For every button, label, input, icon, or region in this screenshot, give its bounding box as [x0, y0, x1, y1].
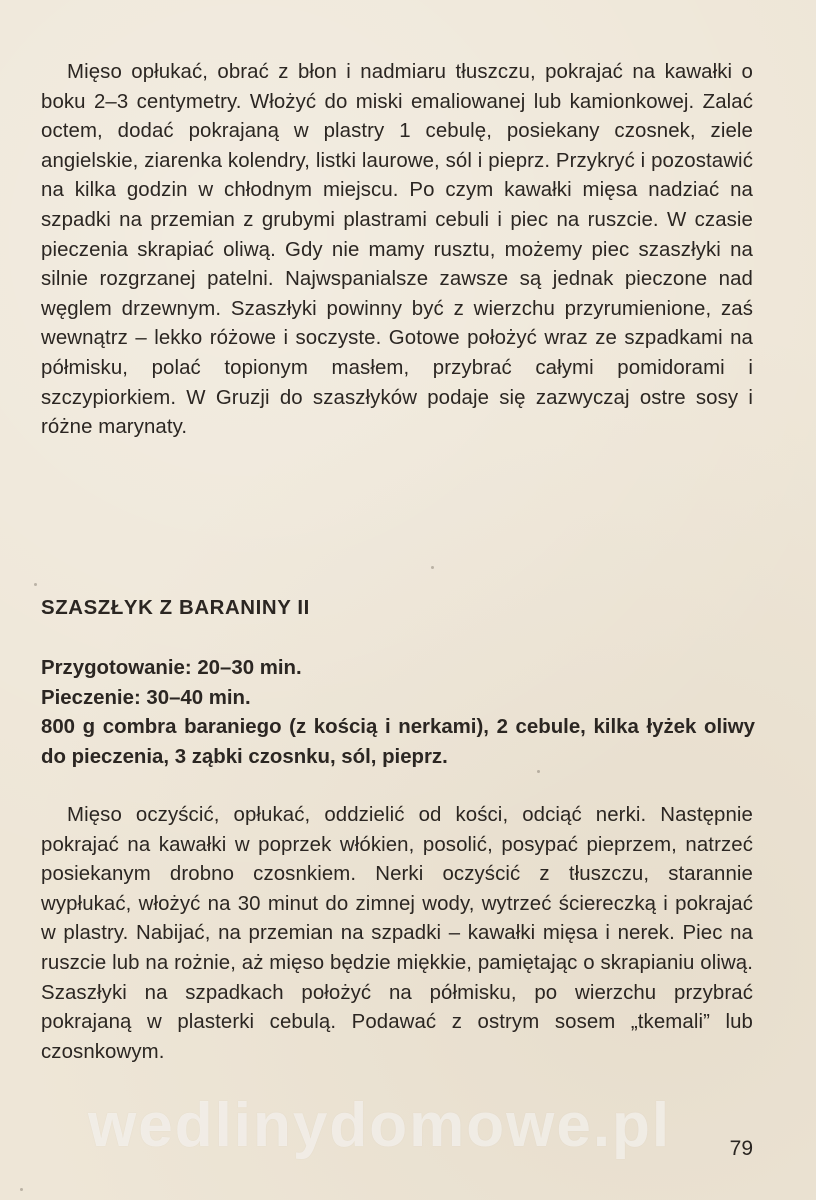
preparation-time: Przygotowanie: 20–30 min. [41, 657, 302, 679]
recipe-details [41, 654, 755, 772]
instructions-paragraph: Mięso oczyścić, opłukać, oddzielić od kości, odciąć nerki. Następnie pokrajać na kawałki w poprzek włókien, posolić, posypać pieprzem, natrzeć posiekanym drobno czosnkiem. Nerki oczyścić z tłuszczu, starannie wypłukać, włożyć na 30 minut do zimnej wody, wytrzeć ściereczką i pokrajać w plastry. Nabijać, na przemian na szpadki – kawałki mięsa i nerek. Piec na ruszcie lub na rożnie, aż mięso będzie miękkie, pamiętając o skrapianiu oliwą. Szaszłyki na szpadkach położyć na półmisku, po wierzchu przybrać pokrajaną w plasterki cebulą. Podawać z ostrym sosem „tkemali” lub czosnkowym. [41, 804, 753, 1063]
recipe-title: SZASZŁYK Z BARANINY II [41, 597, 310, 619]
paper-speck [537, 770, 540, 773]
paper-speck [431, 566, 434, 569]
paper-speck [20, 1188, 23, 1191]
paper-speck [34, 583, 37, 586]
page-number: 79 [729, 1137, 753, 1160]
intro-paragraph: Mięso opłukać, obrać z błon i nadmiaru tłuszczu, pokrajać na kawałki o boku 2–3 centymetry. Włożyć do miski emaliowanej lub kamionkowej. Zalać octem, dodać pokrajaną w plastry 1 cebulę, posiekany czosnek, ziele angielskie, ziarenka kolendry, listki laurowe, sól i pieprz. Przykryć i pozostawić na kilka godzin w chłodnym miejscu. Po czym kawałki mięsa nadziać na szpadki na przemian z grubymi plastrami cebuli i piec na ruszcie. W czasie pieczenia skrapiać oliwą. Gdy nie mamy rusztu, możemy piec szaszłyki na silnie rozgrzanej patelni. Najwspanialsze zawsze są jednak pieczone nad węglem drzewnym. Szaszłyki powinny być z wierzchu przyrumienione, zaś wewnątrz – lekko różowe i soczyste. Gotowe położyć wraz ze szpadkami na półmisku, polać topionym masłem, przybrać całymi pomidorami i szczypiorkiem. W Gruzji do szaszłyków podaje się zazwyczaj ostre sosy i różne marynaty. [41, 61, 753, 439]
instructions-paragraph-block [41, 801, 753, 1067]
intro-paragraph-block [41, 58, 753, 443]
watermark: wedlinydomowe.pl [88, 1091, 672, 1160]
ingredients-list: 800 g combra baraniego (z kością i nerkami), 2 cebule, kilka łyżek oliwy do pieczenia, 3 ząbki czosnku, sól, pieprz. [41, 716, 755, 768]
baking-time: Pieczenie: 30–40 min. [41, 686, 251, 709]
